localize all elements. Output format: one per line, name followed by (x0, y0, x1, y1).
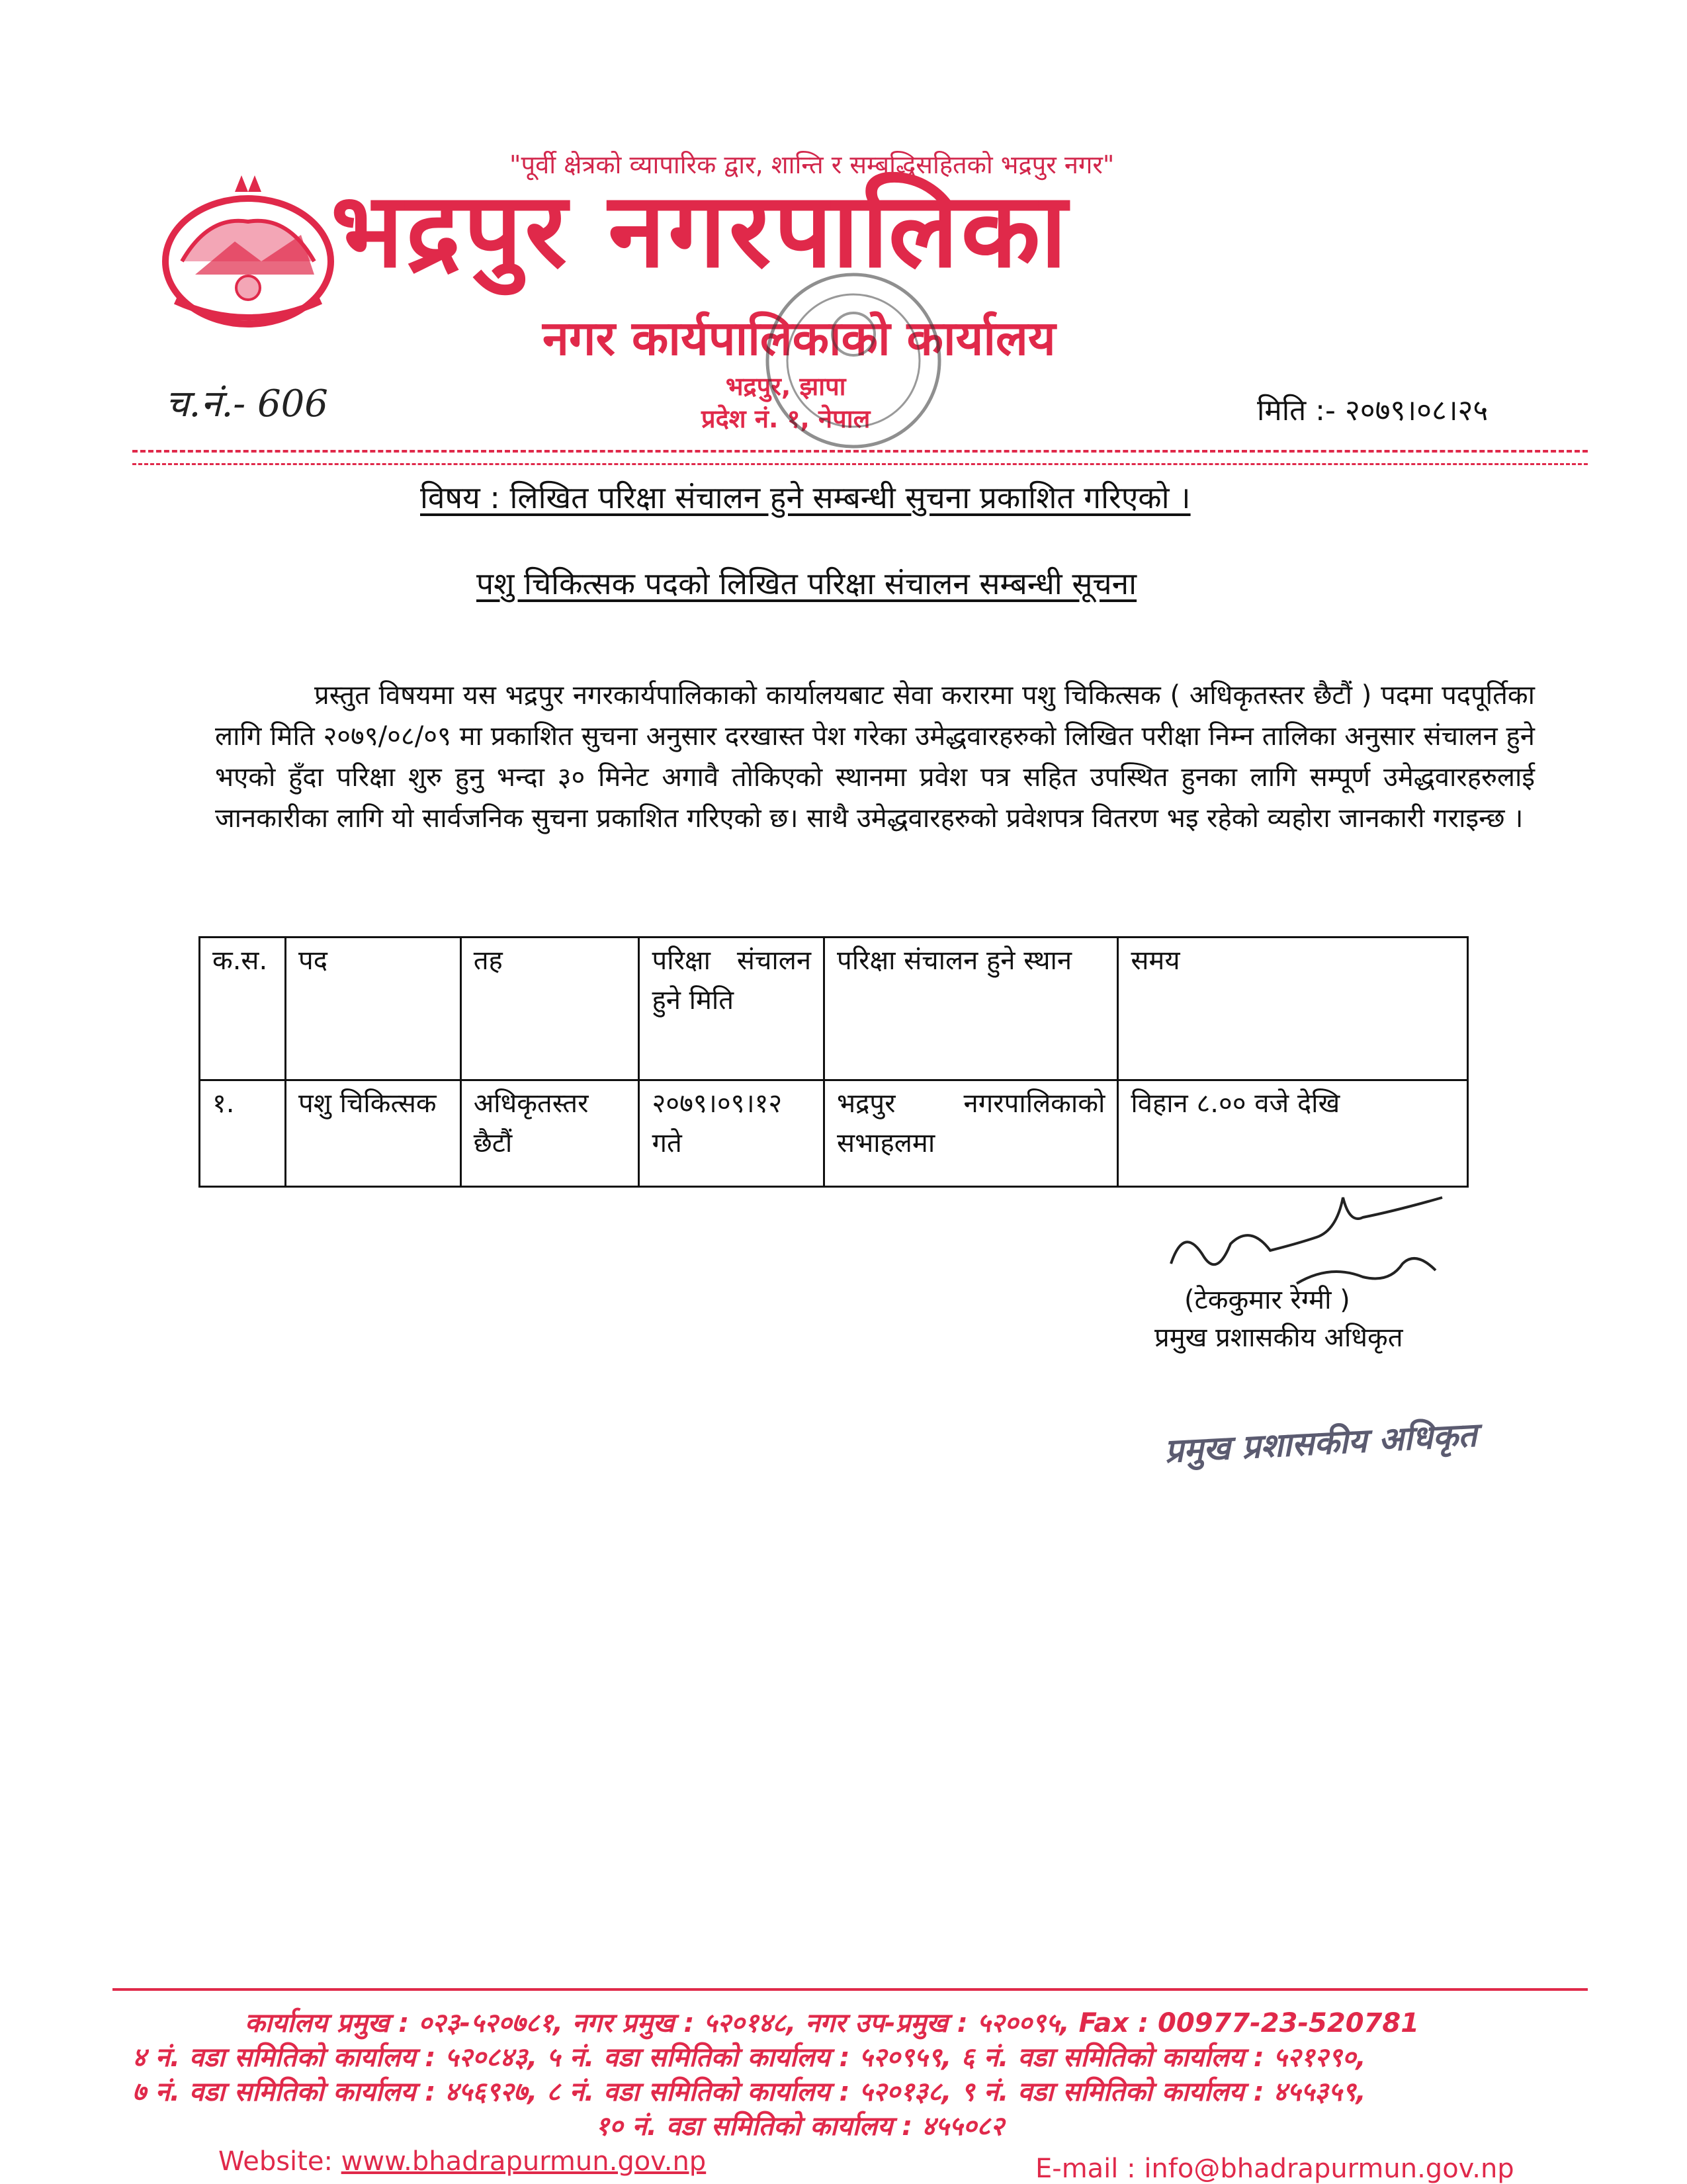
body-text: प्रस्तुत विषयमा यस भद्रपुर नगरकार्यपालिकाको कार्यालयबाट सेवा करारमा पशु चिकित्सक ( अधिकृतस्तर छैटौं ) पदमा पदपूर्तिका लागि मिति २०७९/०८/०९ मा प्रकाशित सुचना अनुसार दरखास्त पेश गरेका उमेद्धवारहरुको लिखित परीक्षा निम्न तालिका अनुसार संचालन हुने भएको हुँदा परिक्षा शुरु हुनु भन्दा ३० मिनेट अगावै तोकिएको स्थानमा प्रवेश पत्र सहित उपस्थित हुनका लागि सम्पूर्ण उमेद्धवारहरुलाई जानकारीका लागि यो सार्वजनिक सुचना प्रकाशित गरिएको छ। साथै उमेद्धवारहरुको प्रवेशपत्र वितरण भइ रहेको व्यहोरा जानकारी गराइन्छ । (215, 680, 1535, 834)
office-subtitle: नगर कार्यपालिकाको कार्यालय (542, 310, 1056, 366)
header-cell-post: पद (285, 938, 460, 1080)
cell-level: अधिकृतस्तर छैटौं (460, 1080, 639, 1187)
header-cell-venue: परिक्षा संचालन हुने स्थान (824, 938, 1118, 1080)
letter-subject: विषय : लिखित परिक्षा संचालन हुने सम्बन्धी सुचना प्रकाशित गरिएको । (420, 480, 1191, 515)
exam-schedule-table (198, 936, 1469, 1188)
date-label: मिति :- (1257, 394, 1336, 427)
signatory-name: (टेककुमार रेग्मी ) (1184, 1285, 1350, 1315)
letter-date (1257, 389, 1488, 429)
cell-date: २०७९।०९।१२ गते (639, 1080, 824, 1187)
cell-post: पशु चिकित्सक (285, 1080, 460, 1187)
header-cell-date: परिक्षा संचालन हुने मिति (639, 938, 824, 1080)
cell-serial: १. (200, 1080, 286, 1187)
table-row (200, 1080, 1468, 1187)
footer-contact-line-3: ७ नं. वडा समितिको कार्यालय : ४५६९२७, ८ नं. वडा समितिको कार्यालय : ५२०१३८, ९ नं. वडा समितिको कार्यालय : ४५५३५९, (132, 2077, 1366, 2107)
header-cell-serial: क.स. (200, 938, 286, 1080)
notice-body (215, 675, 1535, 839)
header-cell-time: समय (1118, 938, 1468, 1080)
cell-time: विहान ८.०० वजे देखि (1118, 1080, 1468, 1187)
header-divider-secondary (132, 463, 1588, 465)
notice-heading: पशु चिकित्सक पदको लिखित परिक्षा संचालन सम्बन्धी सूचना (476, 566, 1137, 601)
footer-website (218, 2146, 706, 2177)
website-link[interactable]: www.bhadrapurmun.gov.np (341, 2146, 707, 2177)
footer-email: E-mail : info@bhadrapurmun.gov.np (1035, 2154, 1514, 2184)
footer-contact-line-2: ४ नं. वडा समितिको कार्यालय : ५२०८४३, ५ नं. वडा समितिको कार्यालय : ५२०९५९, ६ नं. वडा समितिको कार्यालय : ५२१२९०, (132, 2042, 1366, 2073)
nepal-emblem-logo (149, 169, 347, 334)
designation-stamp: प्रमुख प्रशासकीय अधिकृत (1163, 1415, 1478, 1471)
address-line-2: प्रदेश नं. १, नेपाल (701, 404, 871, 433)
reference-number: च.नं.- 606 (165, 382, 328, 425)
address-line-1: भद्रपुर, झापा (725, 372, 846, 401)
signatory-title: प्रमुख प्रशासकीय अधिकृत (1154, 1323, 1403, 1353)
header-divider (132, 450, 1588, 453)
footer-contact-line-4: १० नं. वडा समितिको कार्यालय : ४५५०८२ (595, 2111, 1004, 2142)
office-round-stamp (754, 261, 953, 460)
header-cell-level: तह (460, 938, 639, 1080)
municipality-title: भद्रपुर नगरपालिका (331, 170, 1070, 290)
cell-venue: भद्रपुर नगरपालिकाको सभाहलमा (824, 1080, 1118, 1187)
letterhead-tagline: "पूर्वी क्षेत्रको व्यापारिक द्वार, शान्ति र सम्बृद्धिसहितको भद्रपुर नगर" (509, 150, 1115, 179)
footer-contact-line-1: कार्यालय प्रमुख : ०२३-५२०७८१, नगर प्रमुख : ५२०१४८, नगर उप-प्रमुख : ५२००९५, Fax : 00977-23-520781 (245, 2008, 1420, 2038)
table-header-row (200, 938, 1468, 1080)
footer-divider (112, 1988, 1588, 1991)
website-label: Website: (218, 2146, 333, 2177)
date-value: २०७९।०८।२५ (1344, 394, 1489, 427)
